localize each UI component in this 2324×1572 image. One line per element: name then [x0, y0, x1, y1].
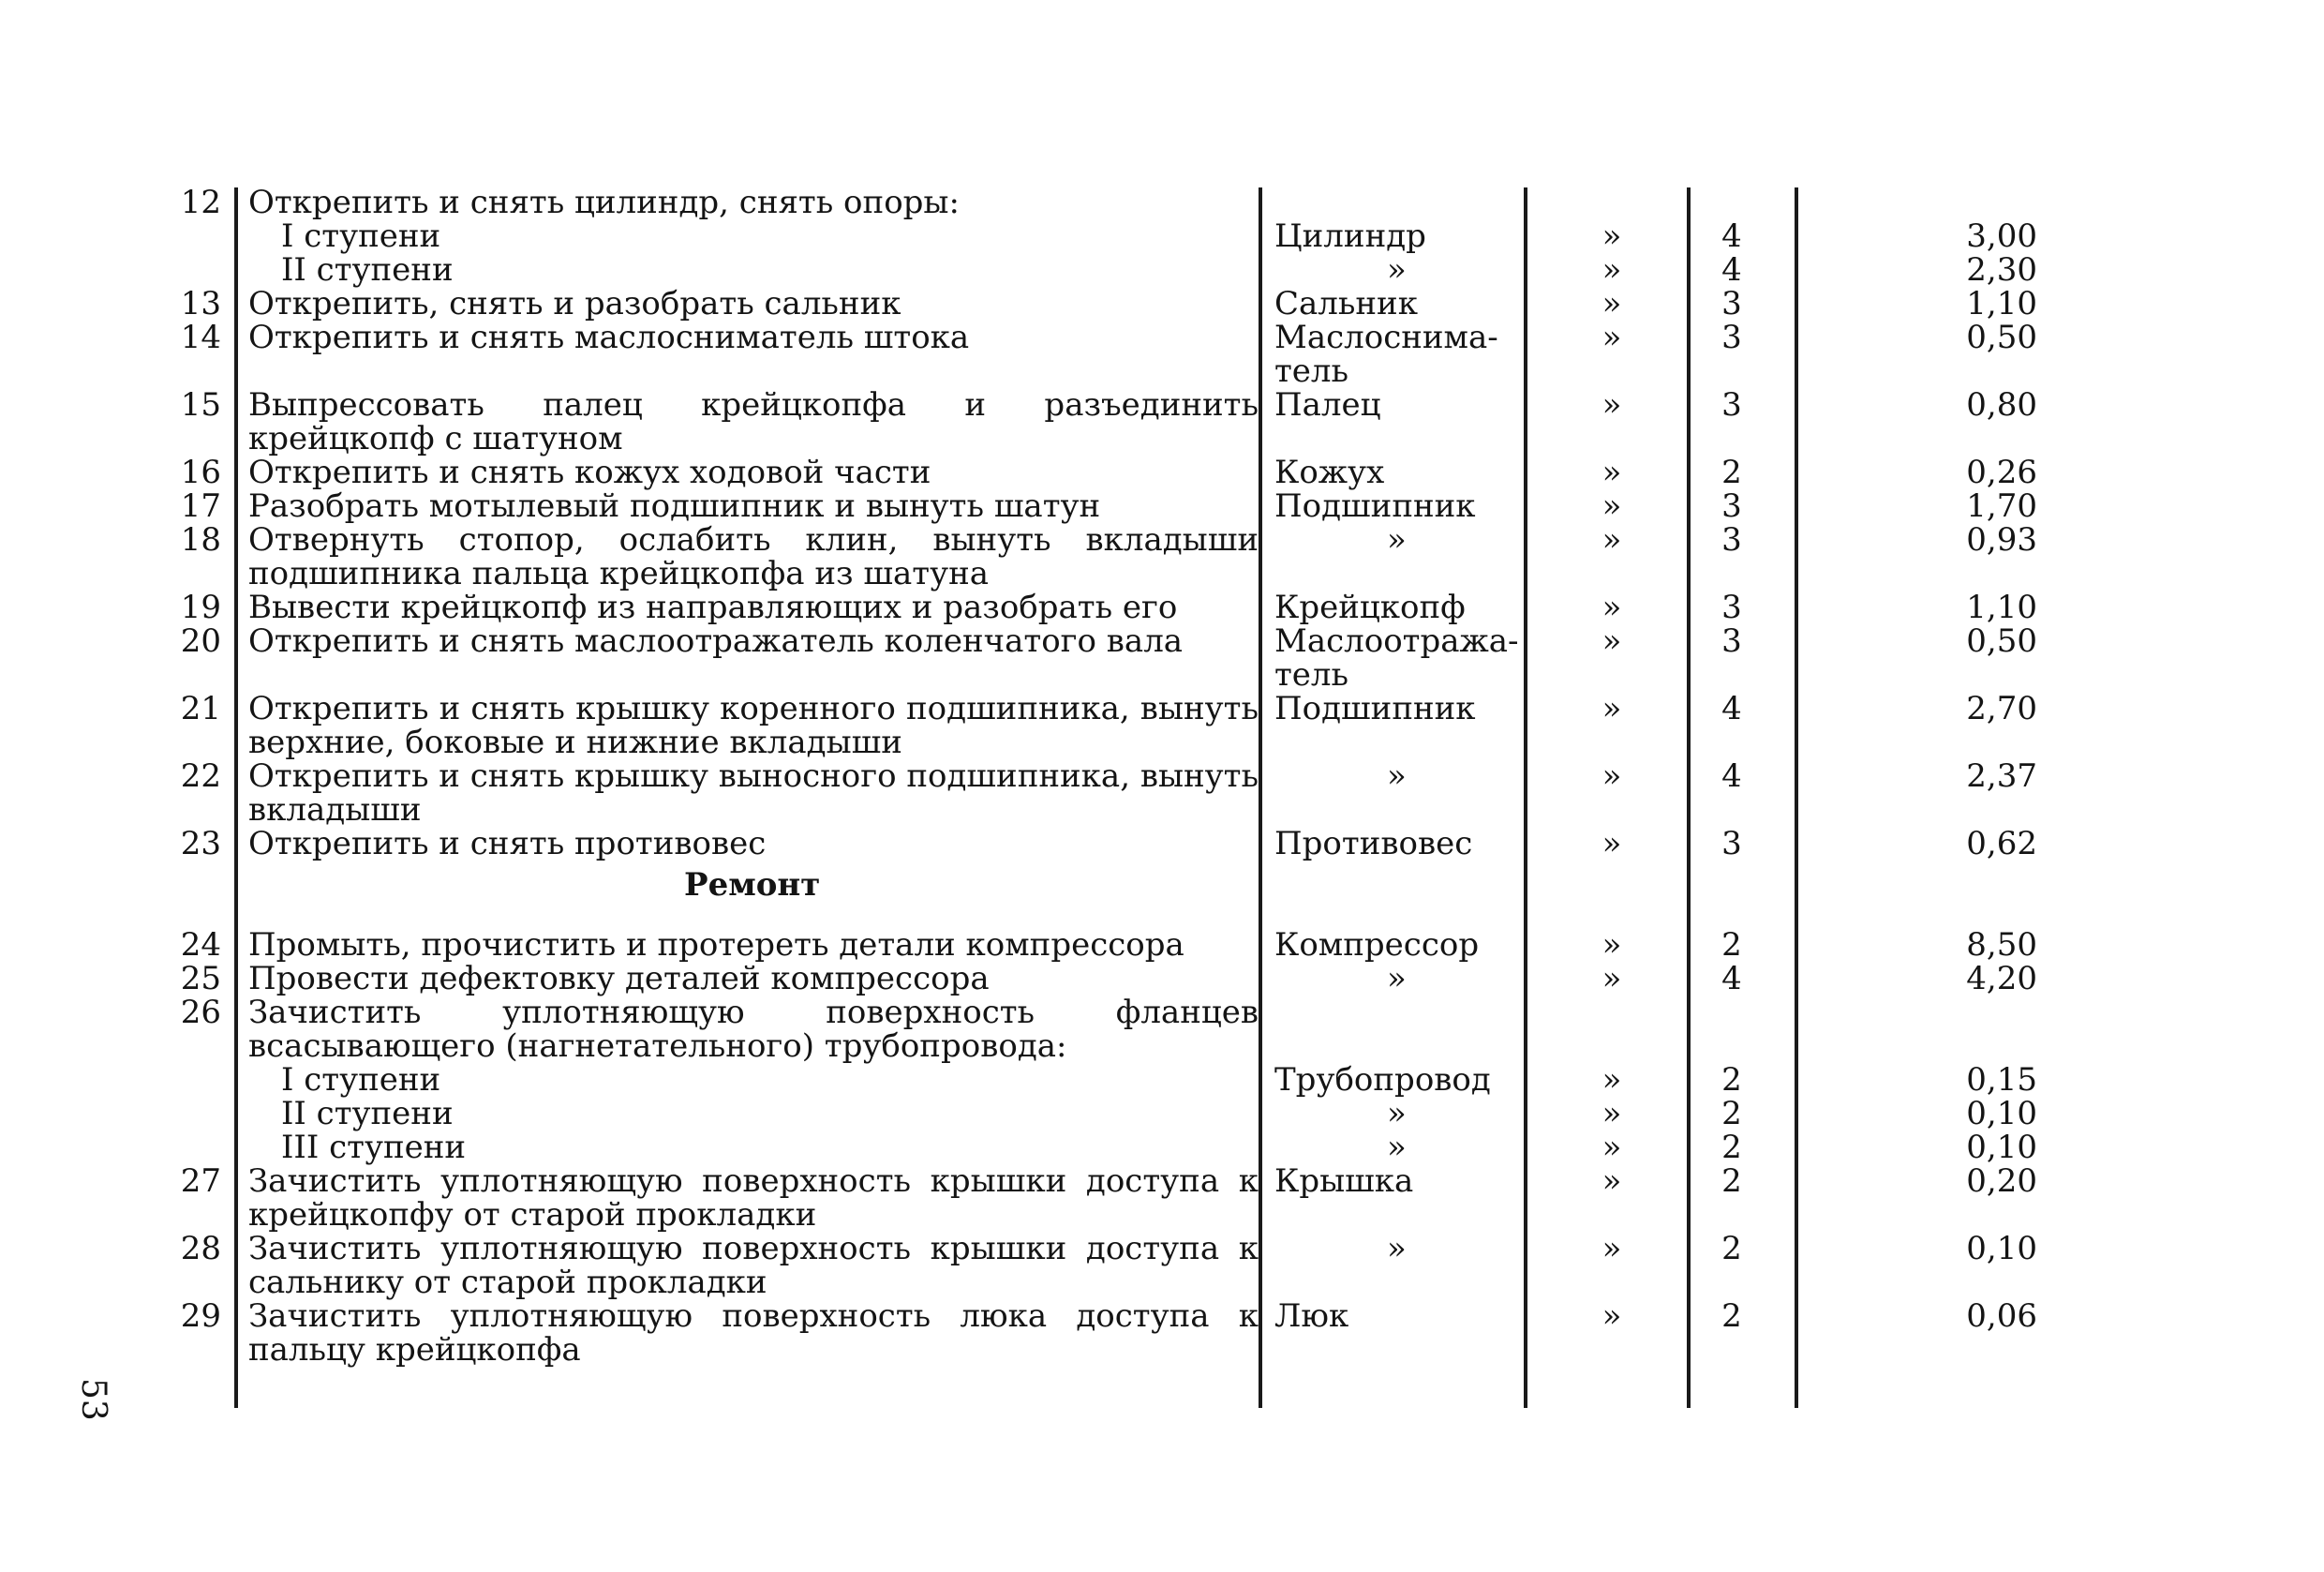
norm-time: 0,10 — [1966, 1129, 2037, 1166]
part-name: Маслоснима- тель — [1274, 319, 1498, 390]
row-number: 14 — [180, 319, 221, 356]
row-number: 24 — [180, 926, 221, 964]
row-number: 29 — [180, 1297, 221, 1335]
norm-time: 0,50 — [1966, 622, 2037, 660]
norm-time: 2,30 — [1966, 251, 2037, 289]
norm-time: 2,70 — [1966, 690, 2037, 727]
operation-description: Открепить, снять и разобрать сальник — [248, 285, 901, 322]
page-number: 53 — [74, 1378, 112, 1421]
norm-time: 0,80 — [1966, 386, 2037, 424]
part-name: » — [1387, 960, 1407, 997]
unit-mark: » — [1601, 690, 1622, 727]
part-name: » — [1387, 1230, 1407, 1267]
column-rule-4 — [1687, 187, 1691, 1408]
worker-grade: 3 — [1721, 589, 1742, 626]
part-name: Люк — [1274, 1297, 1349, 1335]
column-rule-2 — [1259, 187, 1262, 1408]
unit-mark: » — [1601, 386, 1622, 424]
operation-description: Зачистить уплотняющую поверхность люка доступа к пальцу крейцкопфа — [248, 1297, 1259, 1369]
part-name: » — [1387, 1129, 1407, 1166]
unit-mark: » — [1601, 285, 1622, 322]
operation-description: Открепить и снять цилиндр, снять опоры: — [248, 184, 960, 221]
worker-grade: 2 — [1721, 1129, 1742, 1166]
unit-mark: » — [1601, 1095, 1622, 1132]
unit-mark: » — [1601, 1061, 1622, 1099]
worker-grade: 3 — [1721, 319, 1742, 356]
row-number: 22 — [180, 757, 221, 795]
norm-time: 0,26 — [1966, 454, 2037, 491]
worker-grade: 2 — [1721, 1095, 1742, 1132]
unit-mark: » — [1601, 319, 1622, 356]
operation-description: Вывести крейцкопф из направляющих и разобрать его — [248, 589, 1178, 626]
unit-mark: » — [1601, 589, 1622, 626]
worker-grade: 3 — [1721, 386, 1742, 424]
unit-mark: » — [1601, 1162, 1622, 1200]
operation-description: Зачистить уплотняющую поверхность фланцев всасывающего (нагнетательного) трубопровода: — [248, 994, 1259, 1065]
part-name: Маслоотража- тель — [1274, 622, 1519, 694]
part-name: Крышка — [1274, 1162, 1414, 1200]
operation-description: Открепить и снять маслоотражатель коленчатого вала — [248, 622, 1184, 660]
row-number: 16 — [180, 454, 221, 491]
worker-grade: 2 — [1721, 1162, 1742, 1200]
column-rule-3 — [1524, 187, 1527, 1408]
part-name: Трубопровод — [1274, 1061, 1491, 1099]
operation-description: Отвернуть стопор, ослабить клин, вынуть вкладыши подшипника пальца крейцкопфа из шатуна — [248, 521, 1259, 592]
part-name: » — [1387, 521, 1407, 559]
unit-mark: » — [1601, 1230, 1622, 1267]
part-name: Компрессор — [1274, 926, 1480, 964]
worker-grade: 3 — [1721, 487, 1742, 525]
row-number: 13 — [180, 285, 221, 322]
part-name: Сальник — [1274, 285, 1418, 322]
unit-mark: » — [1601, 217, 1622, 255]
operation-description: I ступени — [281, 217, 441, 255]
worker-grade: 2 — [1721, 1297, 1742, 1335]
worker-grade: 4 — [1721, 217, 1742, 255]
worker-grade: 3 — [1721, 622, 1742, 660]
operation-description: Провести дефектовку деталей компрессора — [248, 960, 990, 997]
row-number: 17 — [180, 487, 221, 525]
unit-mark: » — [1601, 622, 1622, 660]
section-title: Ремонт — [684, 866, 821, 904]
norm-time: 0,15 — [1966, 1061, 2037, 1099]
norm-time: 0,10 — [1966, 1095, 2037, 1132]
operation-description: Открепить и снять крышку коренного подшипника, вынуть верхние, боковые и нижние вкладыши — [248, 690, 1259, 761]
unit-mark: » — [1601, 521, 1622, 559]
column-rule-5 — [1795, 187, 1798, 1408]
unit-mark: » — [1601, 1297, 1622, 1335]
part-name: » — [1387, 251, 1407, 289]
operation-description: II ступени — [281, 1095, 454, 1132]
norm-time: 0,93 — [1966, 521, 2037, 559]
worker-grade: 2 — [1721, 1061, 1742, 1099]
operation-description: I ступени — [281, 1061, 441, 1099]
norm-time: 0,06 — [1966, 1297, 2037, 1335]
norm-time: 8,50 — [1966, 926, 2037, 964]
part-name: Кожух — [1274, 454, 1385, 491]
row-number: 26 — [180, 994, 221, 1031]
unit-mark: » — [1601, 1129, 1622, 1166]
worker-grade: 3 — [1721, 285, 1742, 322]
worker-grade: 3 — [1721, 521, 1742, 559]
row-number: 18 — [180, 521, 221, 559]
row-number: 20 — [180, 622, 221, 660]
norm-time: 1,70 — [1966, 487, 2037, 525]
operation-description: Открепить и снять крышку выносного подшипника, вынуть вкладыши — [248, 757, 1259, 829]
operation-description: Открепить и снять маслосниматель штока — [248, 319, 970, 356]
norm-time: 2,37 — [1966, 757, 2037, 795]
column-rule-1 — [234, 187, 238, 1408]
row-number: 25 — [180, 960, 221, 997]
part-name: » — [1387, 757, 1407, 795]
operation-description: Разобрать мотылевый подшипник и вынуть шатун — [248, 487, 1101, 525]
row-number: 12 — [180, 184, 221, 221]
worker-grade: 4 — [1721, 251, 1742, 289]
norm-time: 0,62 — [1966, 825, 2037, 862]
worker-grade: 4 — [1721, 690, 1742, 727]
unit-mark: » — [1601, 757, 1622, 795]
operation-description: Зачистить уплотняющую поверхность крышки доступа к сальнику от старой прокладки — [248, 1230, 1259, 1301]
unit-mark: » — [1601, 454, 1622, 491]
worker-grade: 2 — [1721, 1230, 1742, 1267]
operation-description: II ступени — [281, 251, 454, 289]
part-name: Противовес — [1274, 825, 1473, 862]
norm-time: 3,00 — [1966, 217, 2037, 255]
row-number: 21 — [180, 690, 221, 727]
worker-grade: 2 — [1721, 454, 1742, 491]
worker-grade: 4 — [1721, 960, 1742, 997]
row-number: 27 — [180, 1162, 221, 1200]
worker-grade: 3 — [1721, 825, 1742, 862]
unit-mark: » — [1601, 251, 1622, 289]
row-number: 15 — [180, 386, 221, 424]
part-name: Палец — [1274, 386, 1381, 424]
unit-mark: » — [1601, 487, 1622, 525]
worker-grade: 4 — [1721, 757, 1742, 795]
part-name: Цилиндр — [1274, 217, 1426, 255]
worker-grade: 2 — [1721, 926, 1742, 964]
norm-time: 1,10 — [1966, 285, 2037, 322]
operation-description: Выпрессовать палец крейцкопфа и разъединить крейцкопф с шатуном — [248, 386, 1259, 457]
unit-mark: » — [1601, 926, 1622, 964]
norm-time: 4,20 — [1966, 960, 2037, 997]
unit-mark: » — [1601, 825, 1622, 862]
row-number: 28 — [180, 1230, 221, 1267]
part-name: » — [1387, 1095, 1407, 1132]
operation-description: Открепить и снять кожух ходовой части — [248, 454, 931, 491]
row-number: 23 — [180, 825, 221, 862]
row-number: 19 — [180, 589, 221, 626]
part-name: Подшипник — [1274, 690, 1476, 727]
norm-time: 0,50 — [1966, 319, 2037, 356]
part-name: Подшипник — [1274, 487, 1476, 525]
part-name: Крейцкопф — [1274, 589, 1466, 626]
norm-time: 1,10 — [1966, 589, 2037, 626]
operation-description: III ступени — [281, 1129, 467, 1166]
norm-time: 0,20 — [1966, 1162, 2037, 1200]
operation-description: Открепить и снять противовес — [248, 825, 767, 862]
unit-mark: » — [1601, 960, 1622, 997]
operation-description: Зачистить уплотняющую поверхность крышки доступа к крейцкопфу от старой прокладки — [248, 1162, 1259, 1234]
operation-description: Промыть, прочистить и протереть детали компрессора — [248, 926, 1184, 964]
norm-time: 0,10 — [1966, 1230, 2037, 1267]
